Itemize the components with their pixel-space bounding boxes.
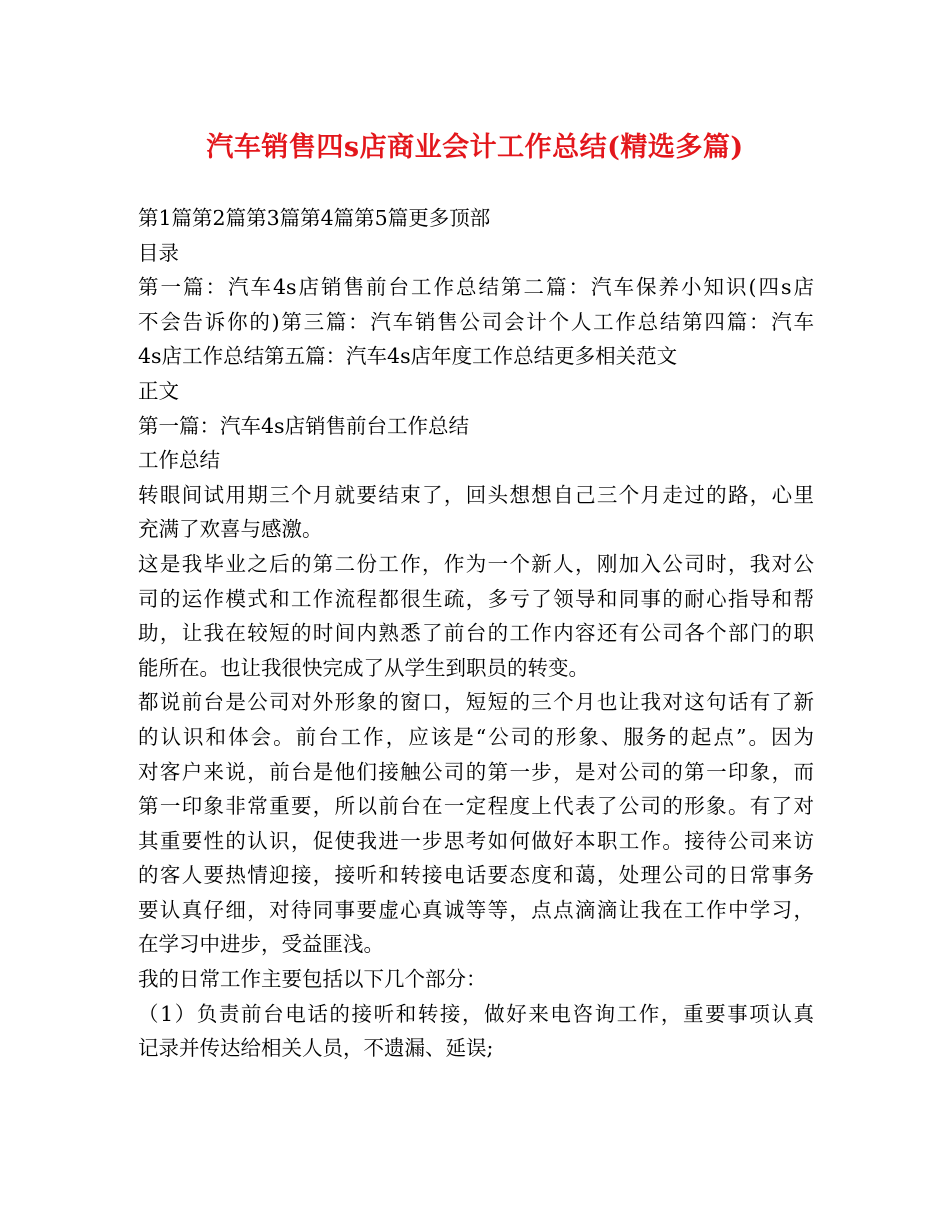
paragraph-line: 在学习中进步，受益匪浅。	[138, 932, 384, 957]
paragraph-line: 司的运作模式和工作流程都很生疏，多亏了领导和同事的耐心指导和帮	[138, 586, 814, 611]
article-subtitle: 工作总结	[138, 448, 220, 473]
paragraph-line: 能所在。也让我很快完成了从学生到职员的转变。	[138, 655, 589, 680]
article-title: 第一篇：汽车4s店销售前台工作总结	[138, 413, 470, 438]
paragraph-line: 都说前台是公司对外形象的窗口，短短的三个月也让我对这句话有了新	[138, 690, 814, 715]
document-title: 汽车销售四s店商业会计工作总结(精选多篇)	[206, 132, 744, 163]
nav-links-line: 第1篇第2篇第3篇第4篇第5篇更多顶部	[138, 206, 491, 230]
paragraph-line: 充满了欢喜与感激。	[138, 517, 323, 542]
paragraph	[138, 547, 814, 685]
document-body	[138, 201, 814, 1066]
paragraph	[138, 478, 814, 547]
body-heading: 正文	[138, 378, 179, 403]
paragraph-line: 记录并传达给相关人员，不遗漏、延误;	[138, 1036, 494, 1061]
paragraph	[138, 685, 814, 962]
paragraph-line: 这是我毕业之后的第二份工作，作为一个新人，刚加入公司时，我对公	[138, 551, 814, 576]
toc-line: 不会告诉你的)第三篇：汽车销售公司会计个人工作总结第四篇：汽车	[138, 309, 814, 334]
paragraph	[138, 997, 814, 1066]
toc-block	[138, 270, 814, 374]
paragraph-line: 其重要性的认识，促使我进一步思考如何做好本职工作。接待公司来访	[138, 828, 814, 853]
paragraph-line: 我的日常工作主要包括以下几个部分：	[138, 967, 487, 992]
paragraph-line: 转眼间试用期三个月就要结束了，回头想想自己三个月走过的路，心里	[138, 482, 814, 507]
paragraph-line: 要认真仔细，对待同事要虚心真诚等等，点点滴滴让我在工作中学习，	[138, 897, 814, 922]
paragraph-line: （1）负责前台电话的接听和转接，做好来电咨询工作，重要事项认真	[138, 1001, 814, 1026]
paragraph-line: 的认识和体会。前台工作，应该是“公司的形象、服务的起点”。因为	[138, 724, 814, 749]
toc-line: 4s店工作总结第五篇：汽车4s店年度工作总结更多相关范文	[138, 344, 678, 369]
toc-heading: 目录	[138, 240, 179, 265]
paragraph	[138, 962, 814, 997]
paragraph-line: 助，让我在较短的时间内熟悉了前台的工作内容还有公司各个部门的职	[138, 621, 814, 646]
paragraph-line: 对客户来说，前台是他们接触公司的第一步，是对公司的第一印象，而	[138, 759, 814, 784]
paragraph-line: 的客人要热情迎接，接听和转接电话要态度和蔼，处理公司的日常事务	[138, 863, 814, 888]
toc-line: 第一篇：汽车4s店销售前台工作总结第二篇：汽车保养小知识(四s店	[138, 275, 814, 300]
paragraph-line: 第一印象非常重要，所以前台在一定程度上代表了公司的形象。有了对	[138, 794, 814, 819]
